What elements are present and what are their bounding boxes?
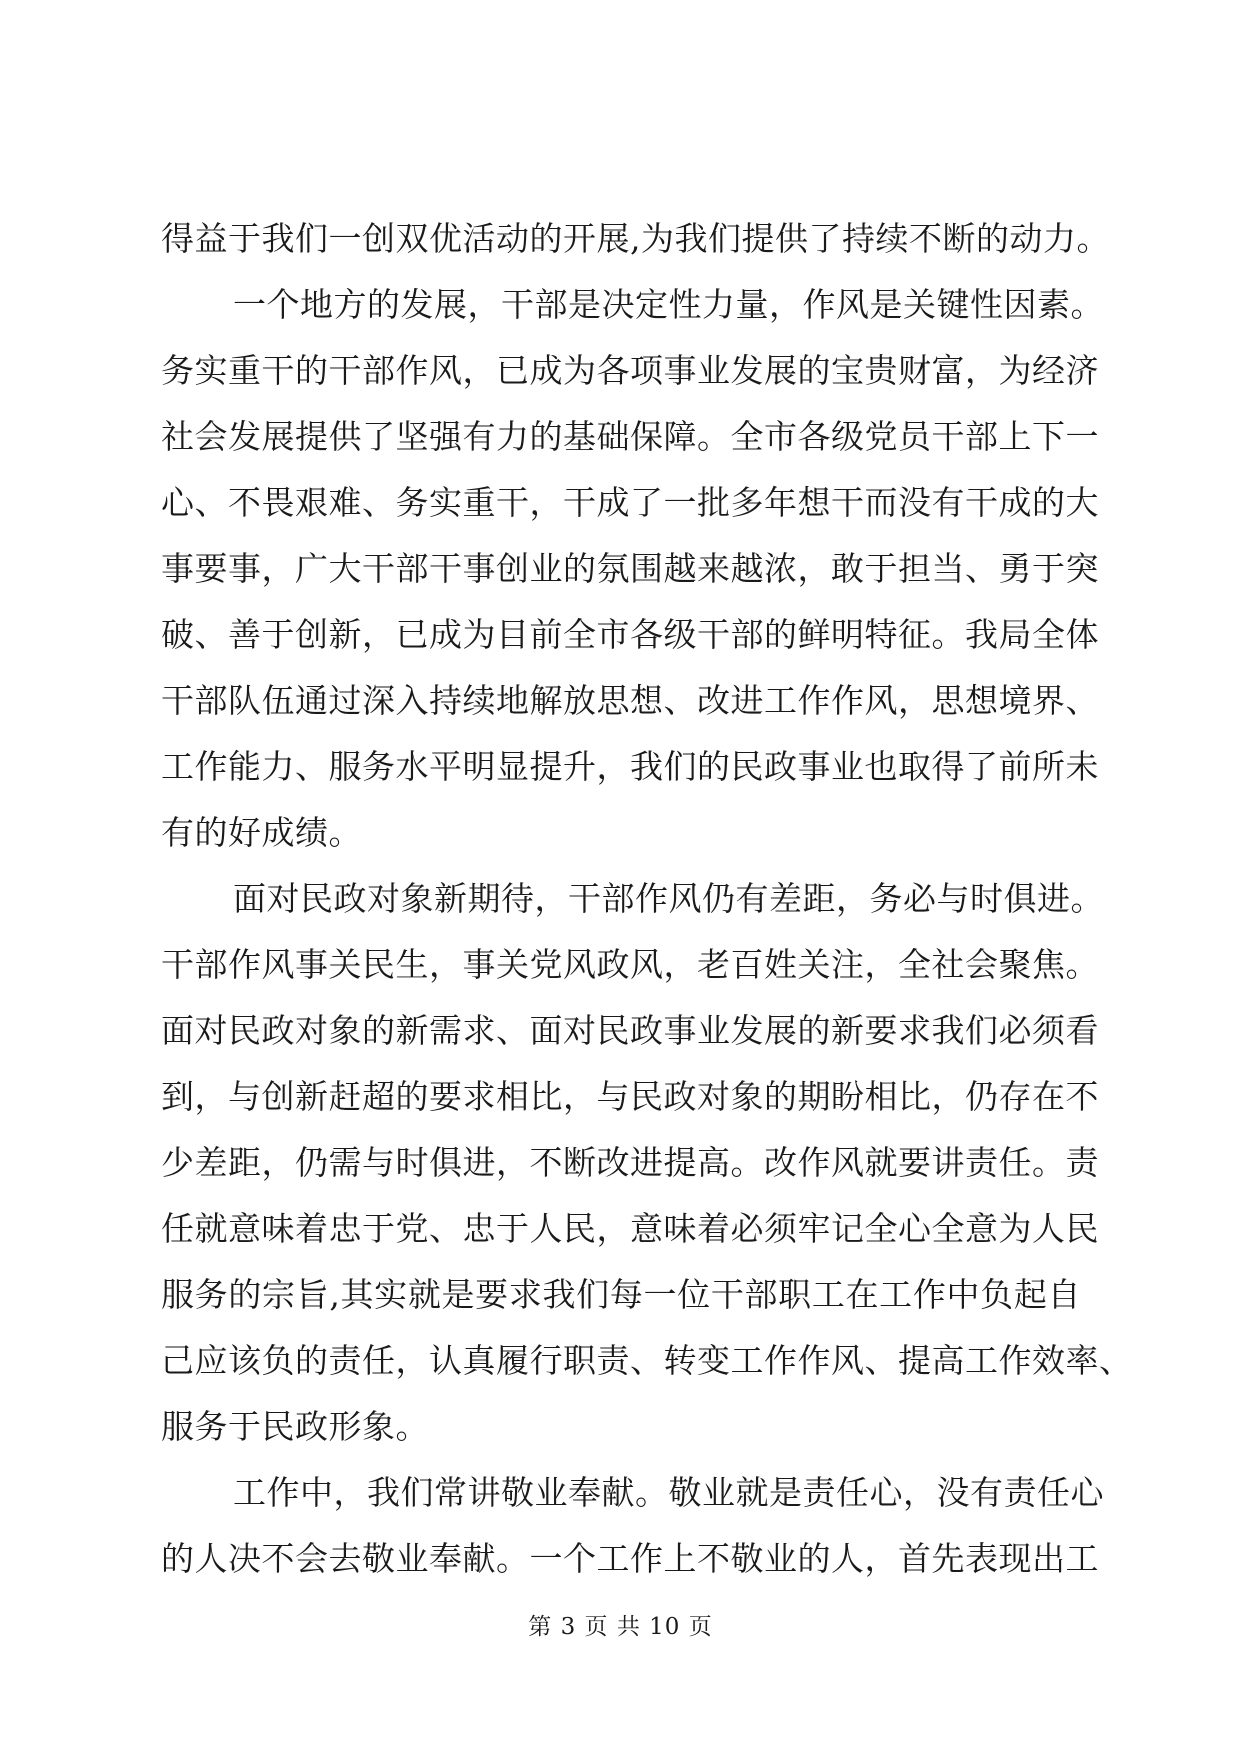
text-line: 任就意味着忠于党、忠于人民，意味着必须牢记全心全意为人民 <box>161 1209 1099 1248</box>
text-line: 干部队伍通过深入持续地解放思想、改进工作作风，思想境界、 <box>161 681 1099 720</box>
text-line: 工作中，我们常讲敬业奉献。敬业就是责任心，没有责任心 <box>233 1473 1104 1512</box>
text-line: 少差距，仍需与时俱进，不断改进提高。改作风就要讲责任。责 <box>161 1143 1099 1182</box>
paragraph <box>161 272 1104 866</box>
text-line: 服务于民政形象。 <box>161 1407 429 1446</box>
text-line: 得益于我们一创双优活动的开展,为我们提供了持续不断的动力。 <box>161 219 1110 258</box>
text-line: 己应该负的责任，认真履行职责、转变工作作风、提高工作效率、 <box>161 1341 1133 1380</box>
text-line: 心、不畏艰难、务实重干，干成了一批多年想干而没有干成的大 <box>161 483 1099 522</box>
text-line: 社会发展提供了坚强有力的基础保障。全市各级党员干部上下一 <box>161 417 1099 456</box>
paragraph <box>161 206 1110 272</box>
text-line: 务实重干的干部作风，已成为各项事业发展的宝贵财富，为经济 <box>161 351 1099 390</box>
paragraph <box>161 866 1133 1460</box>
paragraph <box>161 1460 1104 1592</box>
document-body <box>161 206 1133 1592</box>
text-line: 的人决不会去敬业奉献。一个工作上不敬业的人，首先表现出工 <box>161 1539 1099 1578</box>
text-line: 一个地方的发展，干部是决定性力量，作风是关键性因素。 <box>233 285 1104 324</box>
page-number-footer: 第 3 页 共 10 页 <box>528 1614 713 1640</box>
text-line: 干部作风事关民生，事关党风政风，老百姓关注，全社会聚焦。 <box>161 945 1099 984</box>
text-line: 破、善于创新，已成为目前全市各级干部的鲜明特征。我局全体 <box>161 615 1099 654</box>
text-line: 事要事，广大干部干事创业的氛围越来越浓，敢于担当、勇于突 <box>161 549 1099 588</box>
text-line: 到，与创新赶超的要求相比，与民政对象的期盼相比，仍存在不 <box>161 1077 1099 1116</box>
text-line: 面对民政对象新期待，干部作风仍有差距，务必与时俱进。 <box>233 879 1104 918</box>
text-line: 工作能力、服务水平明显提升，我们的民政事业也取得了前所未 <box>161 747 1099 786</box>
text-line: 有的好成绩。 <box>161 813 362 852</box>
text-line: 面对民政对象的新需求、面对民政事业发展的新要求我们必须看 <box>161 1011 1099 1050</box>
text-line: 服务的宗旨,其实就是要求我们每一位干部职工在工作中负起自 <box>161 1275 1081 1314</box>
